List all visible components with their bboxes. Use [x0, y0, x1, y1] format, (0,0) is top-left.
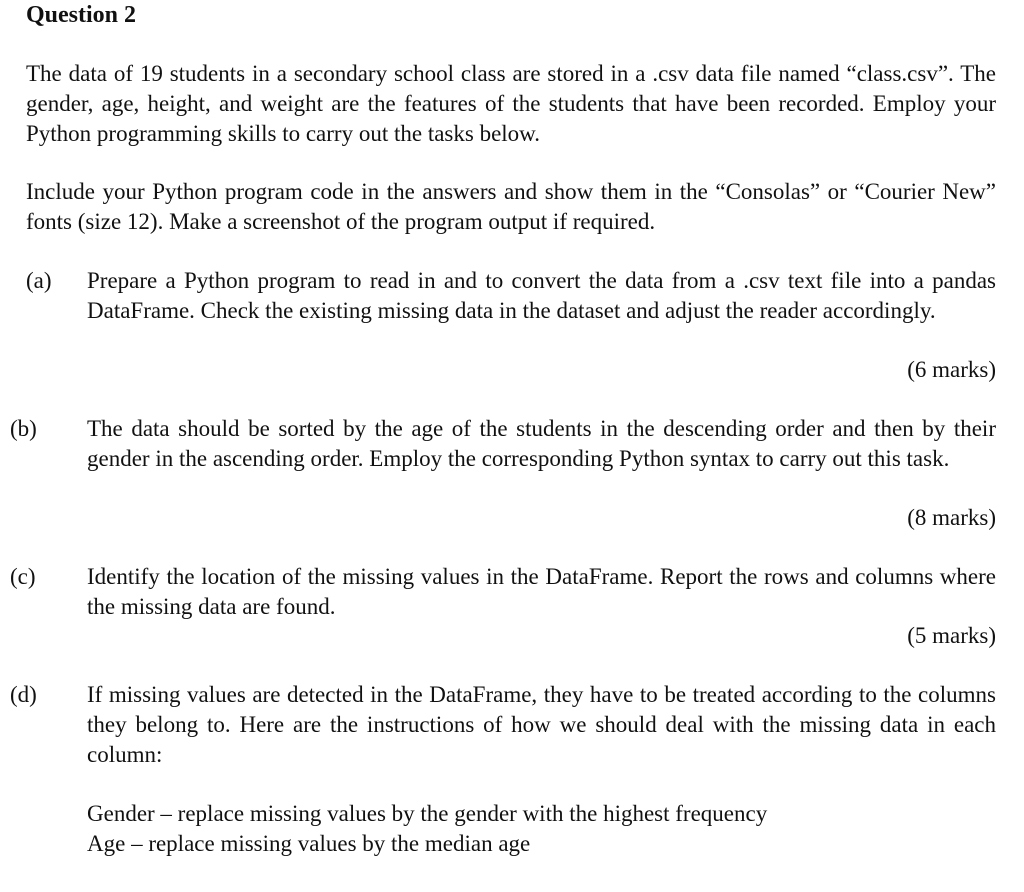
part-d-label: (d) — [10, 682, 37, 707]
part-d-instruction-age: Age – replace missing values by the median age — [87, 831, 531, 856]
part-a-marks: (6 marks) — [907, 357, 996, 382]
part-b-text: The data should be sorted by the age of the students in the descending order and then by their gender in the ascending order. Employ the corresponding Python syntax to carry out this task. — [87, 416, 996, 471]
question-title: Question 2 — [26, 2, 137, 28]
part-a-text: Prepare a Python program to read in and to convert the data from a .csv text file into a pandas DataFrame. Check the existing missing data in the dataset and adjust the reader accordingly. — [87, 268, 996, 323]
part-b-marks: (8 marks) — [907, 505, 996, 530]
intro-paragraph-2: Include your Python program code in the answers and show them in the “Consolas” or “Courier New” fonts (size 12). Make a screenshot of the program output if required. — [26, 179, 996, 234]
part-d-text: If missing values are detected in the DataFrame, they have to be treated according to the columns they belong to. Here are the instructions of how we should deal with the missing data in each column: — [87, 682, 996, 767]
part-c-marks: (5 marks) — [907, 623, 996, 648]
part-d-instruction-gender: Gender – replace missing values by the gender with the highest frequency — [87, 801, 768, 826]
part-c-text: Identify the location of the missing values in the DataFrame. Report the rows and columns where the missing data are found. — [87, 564, 996, 619]
part-b-label: (b) — [10, 416, 37, 441]
part-a-label: (a) — [26, 268, 52, 293]
intro-paragraph-1: The data of 19 students in a secondary school class are stored in a .csv data file named “class.csv”. The gender, age, height, and weight are the features of the students that have been recorded. Employ your Python programming skills to carry out the tasks below. — [26, 61, 996, 146]
part-c-label: (c) — [10, 564, 36, 589]
